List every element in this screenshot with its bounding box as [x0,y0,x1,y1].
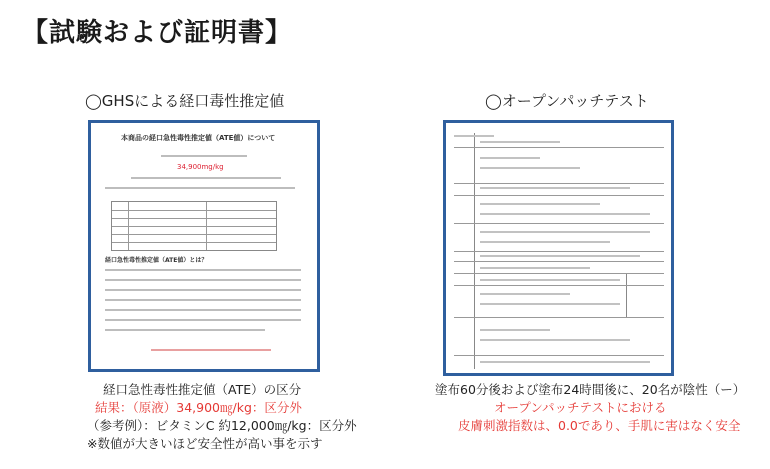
ate-caption-result: 結果：（原液）34,900㎎/kg：区分外 [95,400,302,415]
ate-category-table [111,201,277,251]
ate-caption-heading: 経口急性毒性推定値（ATE）の区分 [103,382,302,397]
page-title: 【試験および証明書】 [22,18,293,48]
patch-caption-line2: オープンパッチテストにおける [494,400,667,415]
patch-caption-line3: 皮膚刺激指数は、0.0であり、手肌に害はなく安全 [458,418,741,433]
patch-test-certificate-image [443,120,674,376]
ate-certificate-image [88,120,320,372]
patch-caption-result: 塗布60分後および塗布24時間後に、20名が陰性（ー） [435,382,746,397]
ate-doc-section: 経口急性毒性推定値（ATE値）とは？ [105,257,208,264]
ate-caption-note: ※数値が大きいほど安全性が高い事を示す [87,436,323,451]
ate-doc-value: 34,900mg/kg [177,163,224,171]
ghs-heading: ◯GHSによる経口毒性推定値 [85,92,285,110]
patch-test-heading: ◯オープンパッチテスト [485,92,649,110]
ate-caption-reference: （参考例）：ビタミンC 約12,000㎎/kg：区分外 [87,418,357,433]
ate-doc-title: 本商品の経口急性毒性推定値（ATE値）について [121,134,276,142]
